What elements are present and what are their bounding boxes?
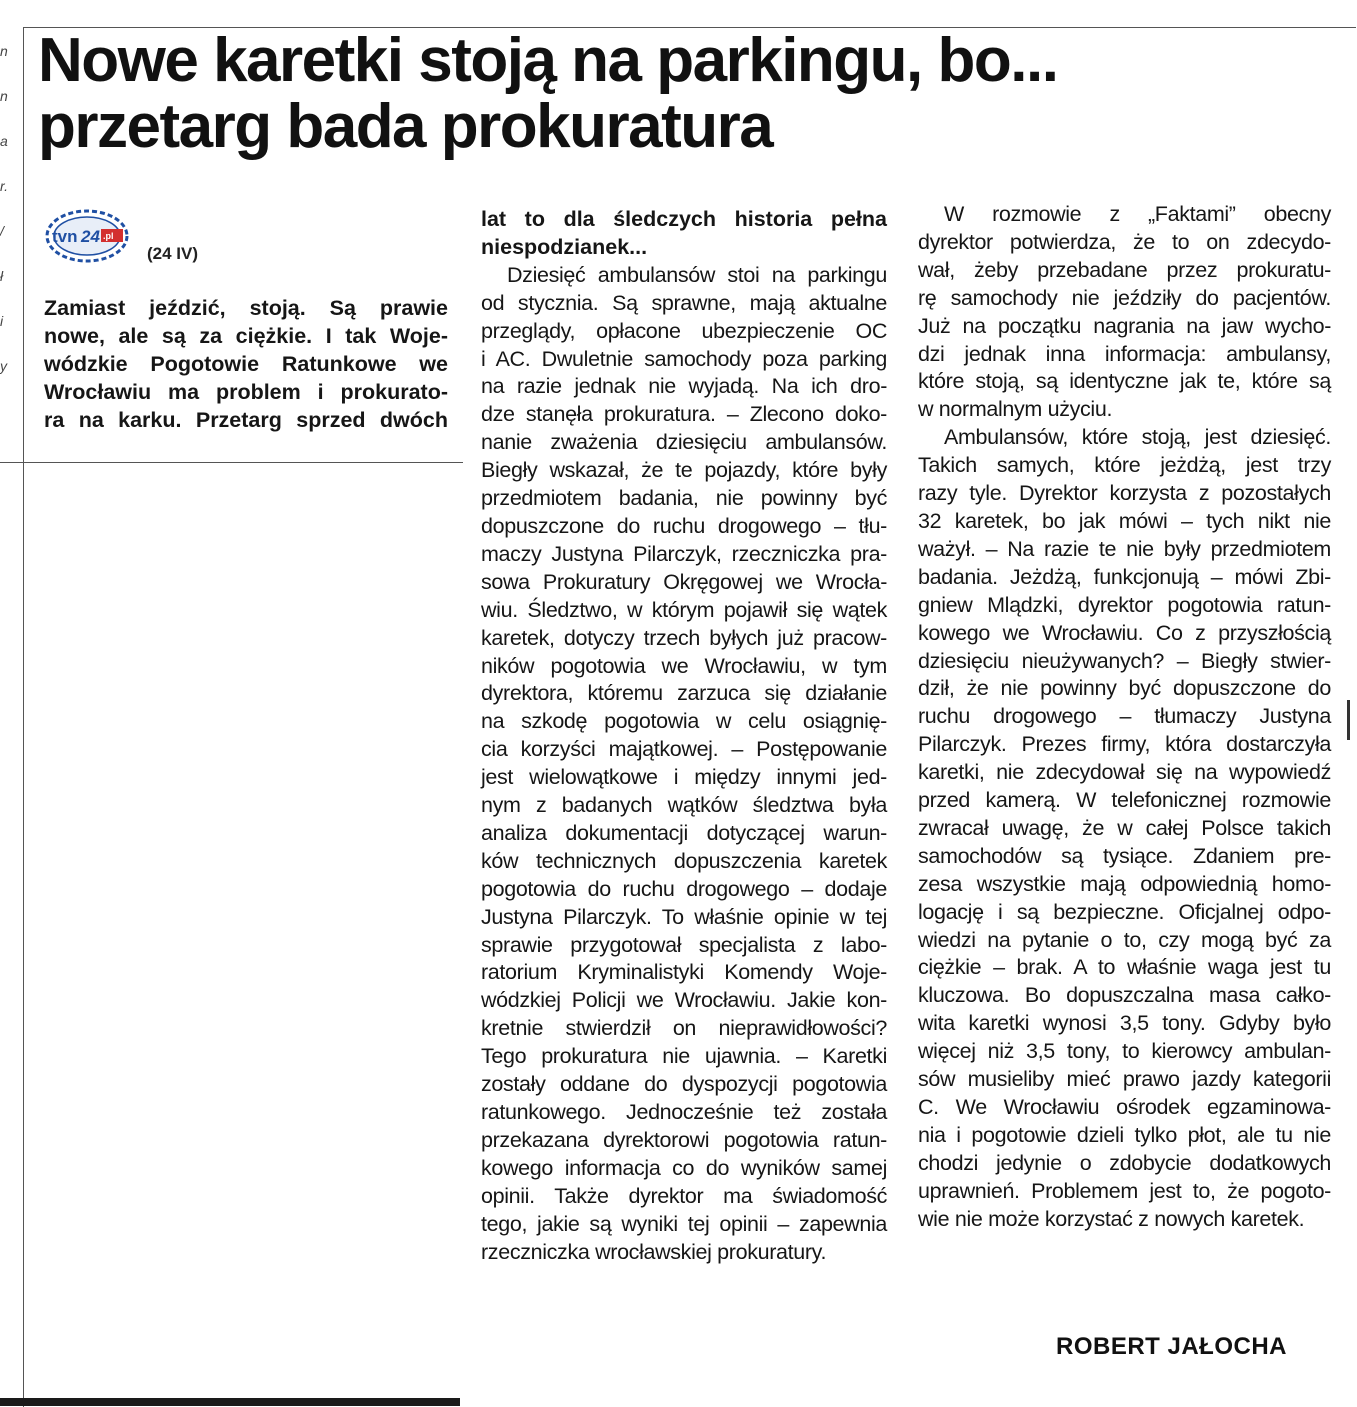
column-line: logację i są bezpieczne. Oficjalnej odpo- bbox=[918, 899, 1331, 924]
headline-line: Nowe karetki stoją na parkingu, bo... bbox=[38, 26, 1058, 95]
column-line: Takich samych, które jeżdżą, jest trzy bbox=[918, 453, 1331, 478]
article-lead bbox=[44, 294, 448, 434]
column-line: dzi jednak inna informacja: ambulansy, bbox=[918, 341, 1331, 366]
column-line: więcej niż 3,5 tony, to kierowcy ambulan- bbox=[918, 1039, 1331, 1064]
column-line: karetek, dotyczy trzech byłych już pracow- bbox=[481, 625, 887, 650]
column-line: lat to dla śledczych historia pełna bbox=[481, 207, 887, 231]
tvn24-logo-icon bbox=[44, 209, 130, 265]
column-line: tego, jakie są wyniki tej opinii – zapewnia bbox=[481, 1211, 887, 1236]
column-line: pogotowia do ruchu drogowego – dodaje bbox=[481, 876, 887, 901]
column-line: wódzkiej Policji we Wrocławiu. Jakie kon- bbox=[481, 988, 887, 1013]
column-line: sprawie przygotował specjalista z labo- bbox=[481, 932, 887, 957]
margin-fragment: r. bbox=[0, 178, 9, 194]
margin-fragment: y bbox=[0, 358, 7, 374]
column-line: ważył. – Na razie te nie były przedmiotem bbox=[918, 536, 1331, 561]
column-line: Pilarczyk. Prezes firmy, która dostarczyła bbox=[918, 732, 1331, 757]
column-line: 32 karetek, bo jak mówi – tych nikt nie bbox=[918, 508, 1331, 533]
article-column-right bbox=[918, 201, 1331, 1234]
margin-fragment: a bbox=[0, 133, 8, 149]
column-line: kluczowa. Bo dopuszczalna masa całko- bbox=[918, 983, 1331, 1008]
column-line: dyrektor potwierdza, że to on zdecydo- bbox=[918, 229, 1331, 254]
column-line: zwracał uwagę, że w całej Polsce takich bbox=[918, 815, 1331, 840]
article-author: ROBERT JAŁOCHA bbox=[1056, 1333, 1288, 1360]
column-line: przedmiotem badania, nie powinny być bbox=[481, 486, 887, 511]
column-line: na razie jednak nie wyjadą. Na ich dro- bbox=[481, 374, 887, 399]
column-line: ratorium Kryminalistyki Komendy Woje- bbox=[481, 960, 887, 985]
lead-line: Zamiast jeździć, stoją. Są prawie bbox=[44, 296, 448, 320]
column-line: karetki, nie zdecydował się na wypowiedź bbox=[918, 760, 1331, 785]
column-line: nia i pogotowie dzieli tylko płot, ale tu nie bbox=[918, 1122, 1331, 1147]
column-line: gniew Mlądzki, dyrektor pogotowia ratun- bbox=[918, 592, 1331, 617]
column-line: nanie zważenia dziesięciu ambulansów. bbox=[481, 430, 887, 455]
column-line: wita karetki wynosi 3,5 tony. Gdyby było bbox=[918, 1011, 1331, 1036]
column-line: cia korzyści majątkowej. – Postępowanie bbox=[481, 737, 887, 762]
column-line: W rozmowie z „Faktami” obecny bbox=[944, 202, 1331, 226]
column-line: i AC. Dwuletnie samochody poza parking bbox=[481, 346, 887, 371]
svg-text:tvn: tvn bbox=[52, 227, 78, 246]
lead-line: Wrocławiu ma problem i prokurato- bbox=[44, 380, 448, 404]
svg-text:.pl: .pl bbox=[103, 231, 114, 241]
lead-box-divider bbox=[23, 462, 463, 463]
column-line: kowego we Wrocławiu. Co z przyszłością bbox=[918, 620, 1331, 645]
column-line: sów musieliby mieć prawo jazdy kategorii bbox=[918, 1067, 1331, 1092]
right-edge-mark bbox=[1347, 700, 1350, 740]
column-line: kowego informacja co do wyników samej bbox=[481, 1155, 887, 1180]
column-line: dził, że nie powinny być dopuszczone do bbox=[918, 676, 1331, 701]
margin-divider bbox=[0, 462, 24, 463]
column-line: zostały oddane do dyspozycji pogotowia bbox=[481, 1072, 887, 1097]
column-line: dyrektora, któremu zarzuca się działanie bbox=[481, 681, 887, 706]
column-line: przekazana dyrektorowi pogotowia ratun- bbox=[481, 1127, 887, 1152]
column-line: ków technicznych dopuszczenia karetek bbox=[481, 848, 887, 873]
column-line: Tego prokuratura nie ujawnia. – Karetki bbox=[481, 1044, 887, 1069]
headline-line: przetarg bada prokuratura bbox=[38, 92, 773, 161]
margin-fragment: n bbox=[0, 88, 8, 104]
lead-line: ra na karku. Przetarg sprzed dwóch bbox=[44, 408, 448, 432]
tvn24-logo bbox=[44, 209, 130, 265]
article-column-middle bbox=[481, 206, 887, 1266]
column-line: kretnie stwierdził on nieprawidłowości? bbox=[481, 1016, 887, 1041]
column-line: rzeczniczka wrocławskiej prokuratury. bbox=[481, 1239, 827, 1264]
column-line: Biegły wskazał, że te pojazdy, które były bbox=[481, 458, 887, 483]
column-line: wał, żeby przebadane przez prokuratu- bbox=[918, 257, 1331, 282]
column-line: w normalnym użyciu. bbox=[918, 397, 1113, 422]
margin-fragment: i bbox=[0, 313, 4, 329]
column-line: ruchu drogowego – tłumaczy Justyna bbox=[918, 704, 1331, 729]
column-line: opinii. Także dyrektor ma świadomość bbox=[481, 1183, 887, 1208]
column-line: przeglądy, opłacone ubezpieczenie OC bbox=[481, 318, 887, 343]
svg-text:24: 24 bbox=[81, 227, 100, 246]
article-headline bbox=[38, 28, 1338, 160]
column-line: chodzi jedynie o zdobycie dodatkowych bbox=[918, 1150, 1331, 1175]
column-line: nym z badanych wątków śledztwa była bbox=[481, 793, 887, 818]
column-line: C. We Wrocławiu ośrodek egzaminowa- bbox=[918, 1095, 1331, 1119]
column-line: ników pogotowia we Wrocławiu, w tym bbox=[481, 653, 887, 678]
margin-fragment: / bbox=[0, 223, 4, 239]
column-line: Justyna Pilarczyk. To właśnie opinie w tej bbox=[481, 904, 887, 929]
margin-fragment: ł bbox=[0, 268, 4, 284]
column-line: ciężkie – brak. A to właśnie waga jest tu bbox=[918, 955, 1331, 980]
column-line: rę samochody nie jeździły do pacjentów. bbox=[918, 285, 1331, 310]
column-line: samochodów są tysiące. Zdaniem pre- bbox=[918, 843, 1331, 868]
column-line: wiedzi na pytanie o to, czy mogą być za bbox=[918, 927, 1331, 952]
column-line: zesa wszystkie mają odpowiednią homo- bbox=[918, 871, 1331, 896]
column-line: przed kamerą. W telefonicznej rozmowie bbox=[918, 788, 1331, 813]
lead-line: wódzkie Pogotowie Ratunkowe we bbox=[44, 352, 448, 376]
column-line: niespodzianek... bbox=[481, 234, 648, 259]
column-line: jest wielowątkowe i między innymi jed- bbox=[481, 765, 887, 790]
column-line: sowa Prokuratury Okręgowej we Wrocła- bbox=[481, 569, 887, 594]
column-line: na szkodę pogotowia w celu osiągnię- bbox=[481, 709, 887, 734]
column-line: Ambulansów, które stoją, jest dziesięć. bbox=[944, 425, 1331, 450]
column-line: Już na początku nagrania na jaw wycho- bbox=[918, 313, 1331, 338]
column-line: razy tyle. Dyrektor korzysta z pozostałych bbox=[918, 481, 1331, 506]
page-bottom-bar bbox=[0, 1398, 460, 1406]
margin-fragment: n bbox=[0, 43, 8, 59]
column-line: uprawnień. Problemem jest to, że pogoto- bbox=[918, 1178, 1331, 1203]
column-line: badania. Jeżdżą, funkcjonują – mówi Zbi- bbox=[918, 564, 1331, 589]
column-line: które stoją, są identyczne jak te, które są bbox=[918, 369, 1331, 394]
column-line: wiu. Śledztwo, w którym pojawił się wątek bbox=[481, 597, 887, 622]
margin-fragment-column bbox=[0, 30, 14, 470]
column-line: dziesięciu nieużywanych? – Biegły stwier- bbox=[918, 648, 1331, 673]
column-line: od stycznia. Są sprawne, mają aktualne bbox=[481, 290, 887, 315]
column-line: dze stanęła prokuratura. – Zlecono doko- bbox=[481, 402, 887, 427]
column-line: analiza dokumentacji dotyczącej warun- bbox=[481, 820, 887, 845]
column-line: dopuszczone do ruchu drogowego – tłu- bbox=[481, 513, 887, 538]
column-line: ratunkowego. Jednocześnie też została bbox=[481, 1100, 887, 1124]
column-line: maczy Justyna Pilarczyk, rzeczniczka pra- bbox=[481, 541, 887, 566]
source-date: (24 IV) bbox=[147, 244, 199, 263]
column-line: wie nie może korzystać z nowych karetek. bbox=[918, 1206, 1305, 1231]
lead-line: nowe, ale są za ciężkie. I tak Woje- bbox=[44, 324, 448, 348]
column-line: Dziesięć ambulansów stoi na parkingu bbox=[507, 262, 887, 287]
